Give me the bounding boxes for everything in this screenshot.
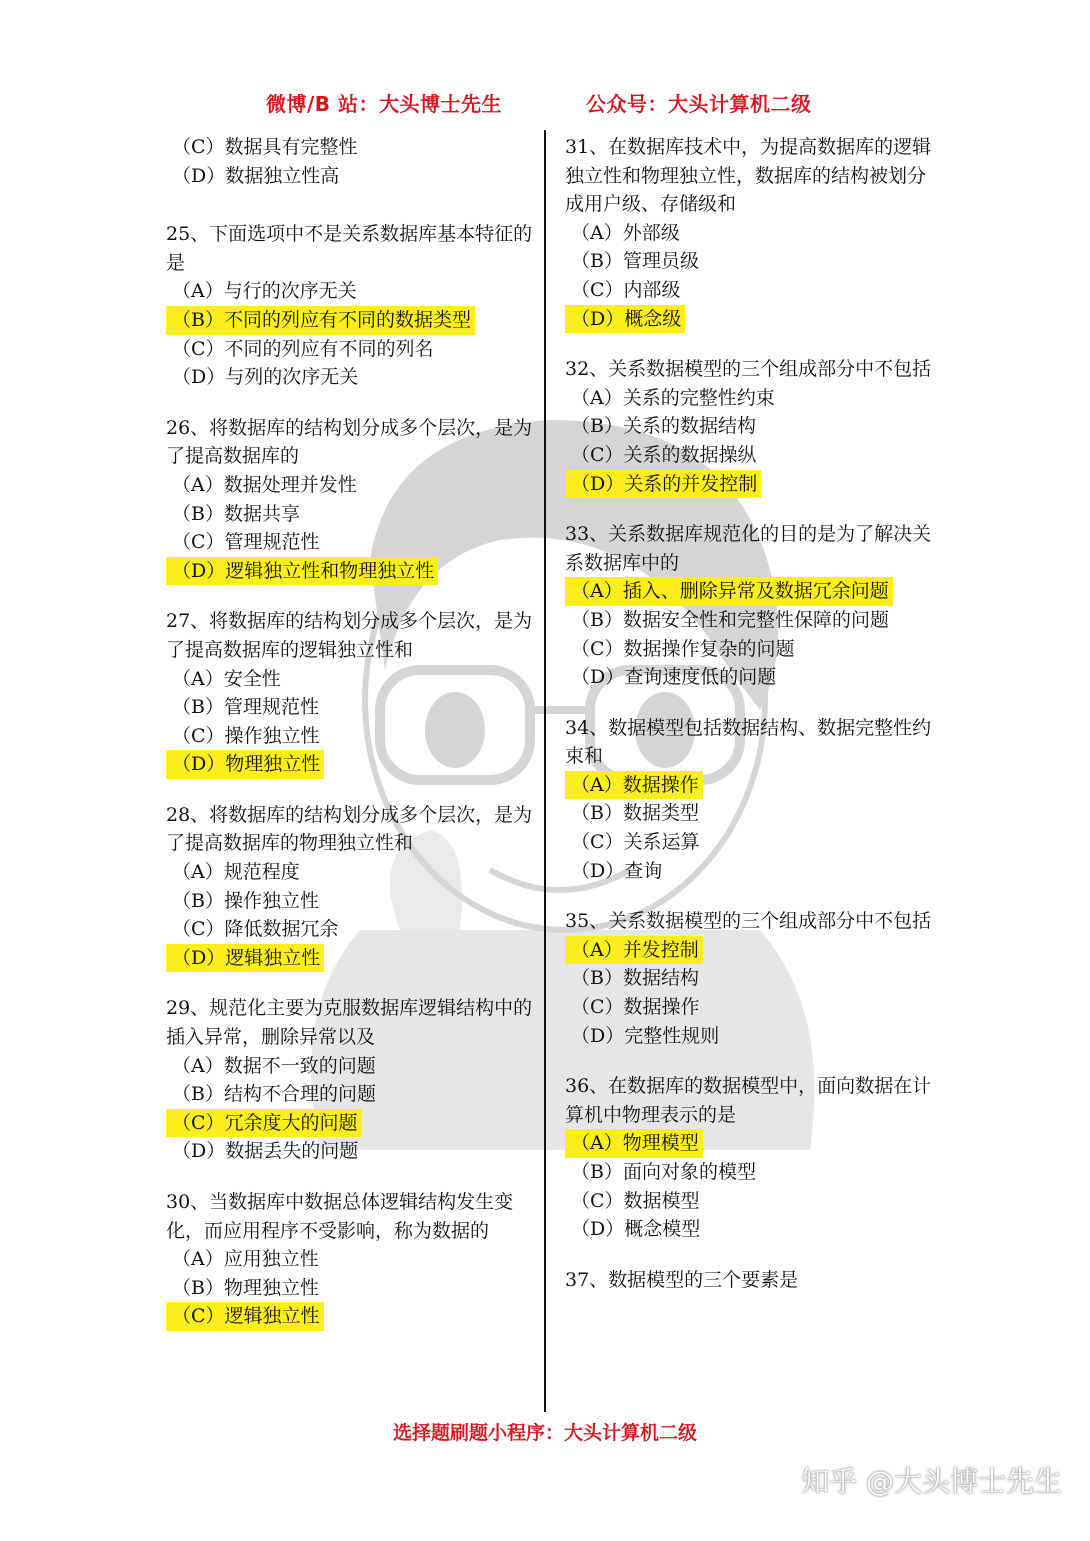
option: （B）物理独立性: [172, 1276, 319, 1299]
question-30: [166, 1188, 538, 1331]
option: （B）数据类型: [571, 802, 699, 825]
question-stem: 37、数据模型的三个要素是: [565, 1268, 799, 1291]
option-correct: （B）不同的列应有不同的数据类型: [166, 306, 475, 335]
option: （D）数据丢失的问题: [172, 1140, 359, 1163]
question-stem: 35、关系数据模型的三个组成部分中不包括: [565, 910, 932, 933]
question-stem: 34、数据模型包括数据结构、数据完整性约束和: [565, 716, 932, 768]
option: （B）数据共享: [172, 502, 300, 525]
left-question-column: [166, 133, 538, 1353]
page-footer-miniprogram: 选择题刷题小程序：大头计算机二级: [392, 1422, 697, 1444]
option: （B）管理员级: [571, 250, 699, 273]
question-33: [565, 520, 937, 692]
option: （C）管理规范性: [172, 531, 320, 554]
option: （B）数据结构: [571, 967, 699, 990]
option-correct: （A）数据操作: [565, 771, 703, 800]
option: （B）数据安全性和完整性保障的问题: [571, 608, 889, 631]
option: （D）数据独立性高: [172, 164, 340, 187]
option-correct: （D）逻辑独立性: [166, 944, 324, 973]
option-correct: （D）逻辑独立性和物理独立性: [166, 557, 438, 586]
question-stem: 28、将数据库的结构划分成多个层次，是为了提高数据库的物理独立性和: [166, 803, 533, 855]
question-37: [565, 1266, 937, 1295]
option: （C）关系运算: [571, 831, 700, 854]
question-stem: 32、关系数据模型的三个组成部分中不包括: [565, 358, 932, 381]
question-36: [565, 1072, 937, 1244]
option: （D）完整性规则: [571, 1024, 720, 1047]
option: （C）操作独立性: [172, 724, 320, 747]
option-correct: （D）物理独立性: [166, 750, 324, 779]
question-stem: 26、将数据库的结构划分成多个层次，是为了提高数据库的: [166, 416, 533, 468]
zhihu-watermark: 知乎 @大头博士先生: [801, 1465, 1062, 1498]
question-stem: 36、在数据库的数据模型中，面向数据在计算机中物理表示的是: [565, 1075, 932, 1126]
option-correct: （A）插入、删除异常及数据冗余问题: [565, 577, 893, 606]
question-24-tail: [166, 133, 538, 190]
question-stem: 25、下面选项中不是关系数据库基本特征的是: [166, 223, 533, 274]
option: （A）数据处理并发性: [172, 473, 357, 496]
question-stem: 27、将数据库的结构划分成多个层次，是为了提高数据库的逻辑独立性和: [166, 610, 533, 661]
option: （D）查询: [571, 859, 663, 882]
option: （A）与行的次序无关: [172, 280, 357, 303]
option: （A）关系的完整性约束: [571, 386, 775, 409]
option: （C）数据操作复杂的问题: [571, 637, 795, 660]
option: （C）数据模型: [571, 1189, 700, 1212]
option: （D）查询速度低的问题: [571, 666, 777, 689]
option: （A）外部级: [571, 221, 680, 244]
question-stem: 31、在数据库技术中，为提高数据库的逻辑独立性和物理独立性，数据库的结构被划分成用户级、存储级和: [565, 136, 932, 216]
option: （A）数据不一致的问题: [172, 1054, 376, 1077]
option: （A）应用独立性: [172, 1248, 319, 1271]
header-weibo-label: 微博/B 站：大头博士先生: [266, 92, 503, 116]
option: （C）内部级: [571, 278, 681, 301]
option-correct: （A）物理模型: [565, 1129, 703, 1158]
question-32: [565, 355, 937, 498]
option: （B）结构不合理的问题: [172, 1083, 376, 1106]
option: （C）数据操作: [571, 996, 700, 1019]
option-correct: （C）冗余度大的问题: [166, 1109, 362, 1138]
question-31: [565, 133, 937, 333]
header-wechat-label: 公众号：大头计算机二级: [586, 92, 812, 116]
question-28: [166, 801, 538, 973]
option-correct: （A）并发控制: [565, 936, 703, 965]
question-stem: 29、规范化主要为克服数据库逻辑结构中的插入异常，删除异常以及: [166, 997, 533, 1049]
option: （C）关系的数据操纵: [571, 443, 757, 466]
right-question-column: [565, 133, 937, 1316]
option: （B）关系的数据结构: [571, 415, 756, 438]
option-correct: （C）逻辑独立性: [166, 1302, 324, 1331]
option: （A）规范程度: [172, 861, 300, 884]
option: （B）操作独立性: [172, 889, 319, 912]
option: （C）不同的列应有不同的列名: [172, 337, 434, 360]
question-27: [166, 607, 538, 779]
question-26: [166, 414, 538, 586]
option-correct: （D）概念级: [565, 305, 685, 334]
option: （C）降低数据冗余: [172, 918, 339, 941]
question-stem: 33、关系数据库规范化的目的是为了解决关系数据库中的: [565, 523, 932, 574]
question-34: [565, 714, 937, 886]
option: （B）管理规范性: [172, 696, 319, 719]
option: （C）数据具有完整性: [172, 136, 358, 158]
question-stem: 30、当数据库中数据总体逻辑结构发生变化，而应用程序不受影响，称为数据的: [166, 1191, 514, 1242]
question-29: [166, 994, 538, 1166]
option: （A）安全性: [172, 667, 281, 690]
column-divider: [544, 130, 546, 1412]
option: （D）概念模型: [571, 1218, 701, 1241]
question-35: [565, 907, 937, 1050]
option: （D）与列的次序无关: [172, 366, 359, 389]
page-header: [0, 88, 1090, 120]
question-25: [166, 220, 538, 392]
option: （B）面向对象的模型: [571, 1161, 756, 1183]
option-correct: （D）关系的并发控制: [565, 470, 761, 499]
